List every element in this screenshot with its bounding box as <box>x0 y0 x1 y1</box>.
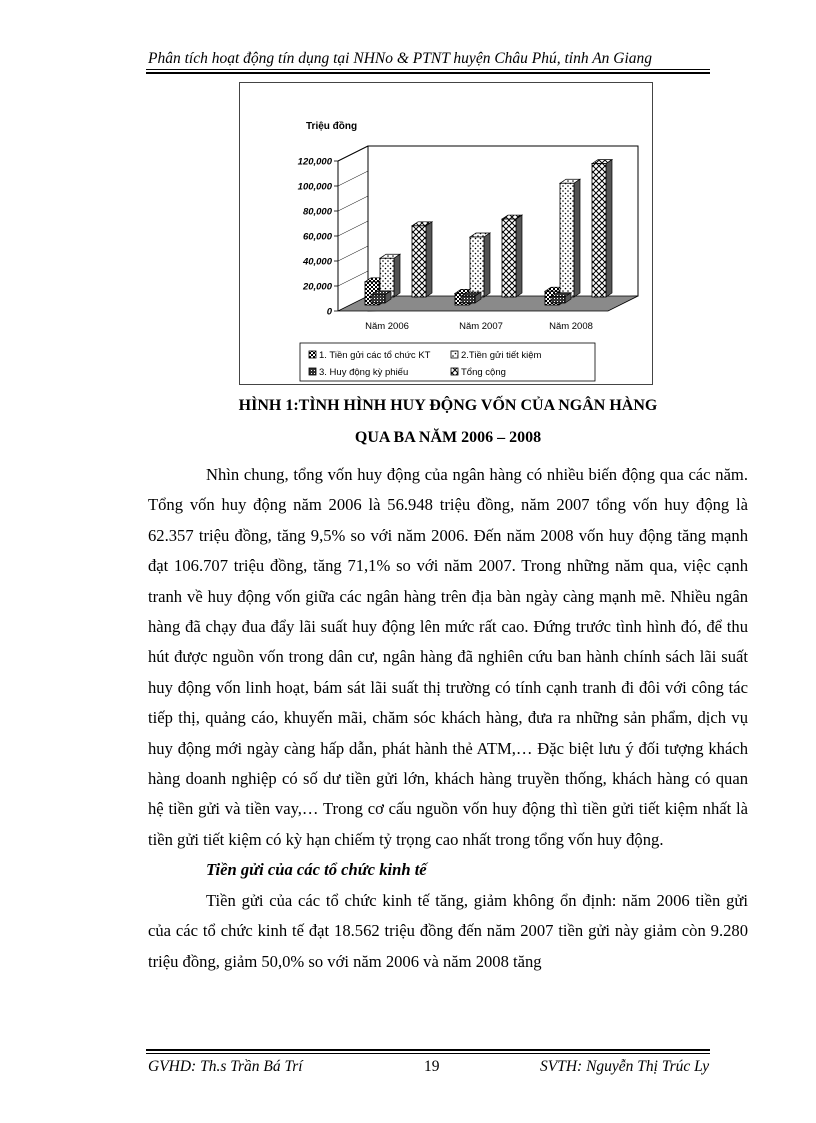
bar <box>461 296 475 303</box>
bar <box>470 237 484 297</box>
legend-swatch <box>309 351 316 358</box>
y-gridline <box>338 196 368 211</box>
y-tick-label: 0 <box>326 306 332 318</box>
y-gridline <box>338 171 368 186</box>
bar-side <box>516 215 522 297</box>
bar-side <box>606 160 612 297</box>
x-tick-label: Năm 2007 <box>459 321 503 332</box>
x-tick-label: Năm 2006 <box>365 321 409 332</box>
bar <box>592 164 606 297</box>
bar <box>412 226 426 297</box>
footer-student: SVTH: Nguyễn Thị Trúc Ly <box>540 1058 710 1075</box>
header-rule-thick <box>146 72 710 74</box>
y-gridline <box>338 246 368 261</box>
footer-rule <box>146 1053 710 1054</box>
figure-caption: HÌNH 1:TÌNH HÌNH HUY ĐỘNG VỐN CỦA NGÂN HÀNG <box>238 397 658 414</box>
figure-caption-sub: QUA BA NĂM 2006 – 2008 <box>354 429 542 446</box>
y-tick-label: 80,000 <box>302 206 332 218</box>
y-gridline <box>338 221 368 236</box>
legend-swatch <box>451 351 458 358</box>
bar <box>551 297 565 303</box>
legend-swatch <box>309 368 316 375</box>
bar-side <box>484 233 490 297</box>
body-text <box>148 460 748 977</box>
bar <box>560 183 574 297</box>
footer-rule-thick <box>146 1049 710 1051</box>
deposit-chart <box>239 82 653 385</box>
bar-side <box>426 222 432 297</box>
y-tick-label: 100,000 <box>297 181 332 193</box>
y-gridline <box>338 271 368 286</box>
bar <box>502 219 516 297</box>
page-number: 19 <box>424 1058 440 1075</box>
paragraph: Tiền gửi của các tổ chức kinh tế tăng, giảm không ổn định: năm 2006 tiền gửi của các tổ chức kinh tế đạt 18.562 triệu đồng đến năm 2007 tiền gửi này giảm còn 9.280 triệu đồng, giảm 50,0% so với năm 2006 và năm 2008 tăng <box>148 890 748 971</box>
legend-label: 3. Huy động kỳ phiếu <box>319 367 409 378</box>
x-tick-label: Năm 2008 <box>549 321 593 332</box>
legend-label: 2.Tiền gửi tiết kiệm <box>461 350 542 361</box>
y-gridline <box>338 146 368 161</box>
bar <box>371 295 385 303</box>
chart-y-label: Triệu đồng <box>306 121 358 132</box>
section-subheading: Tiền gửi của các tổ chức kinh tế <box>206 860 427 880</box>
legend-label: Tổng cộng <box>461 367 506 378</box>
y-tick-label: 120,000 <box>297 156 332 168</box>
chart-legend <box>300 343 595 381</box>
legend-swatch <box>451 368 458 375</box>
header-rule <box>146 69 710 70</box>
legend-label: 1. Tiền gửi các tổ chức KT <box>319 350 431 361</box>
y-tick-label: 20,000 <box>302 281 332 293</box>
bar-side <box>574 179 580 297</box>
page-header: Phân tích hoạt động tín dụng tại NHNo & PTNT huyện Châu Phú, tỉnh An Giang <box>148 50 653 67</box>
bar-side <box>394 254 400 297</box>
y-tick-label: 60,000 <box>302 231 332 243</box>
footer-advisor: GVHD: Th.s Trần Bá Trí <box>148 1058 303 1075</box>
y-tick-label: 40,000 <box>302 256 332 268</box>
paragraph: Nhìn chung, tổng vốn huy động của ngân hàng có nhiều biến động qua các năm. Tổng vốn huy động năm 2006 là 56.948 triệu đồng, năm 2007 tổng vốn huy động là 62.357 triệu đồng, tăng 9,5% so với năm 2006. Đến năm 2008 vốn huy động tăng mạnh đạt 106.707 triệu đồng, tăng 71,1% so với năm 2007. Trong những năm qua, việc cạnh tranh về huy động vốn giữa các ngân hàng trên địa bàn ngày càng mạnh mẽ. Nhiều ngân hàng đã chạy đua đẩy lãi suất huy động lên mức rất cao. Đứng trước tình hình đó, để thu hút được nguồn vốn trong dân cư, ngân hàng đã nghiên cứu ban hành chính sách lãi suất huy động vốn linh hoạt, bám sát lãi suất thị trường có tính cạnh tranh đi đôi với công tác tiếp thị, quảng cáo, khuyến mãi, chăm sóc khách hàng, đưa ra những sản phẩm, dịch vụ huy động mới ngày càng hấp dẫn, phát hành thẻ ATM,… Đặc biệt lưu ý đối tượng khách hàng doanh nghiệp có số dư tiền gửi lớn, khách hàng truyền thống, khách hàng có quan hệ tiền gửi và tiền vay,… Trong cơ cấu nguồn vốn huy động thì tiền gửi tiết kiệm nhất là tiền gửi tiết kiệm có kỳ hạn chiếm tỷ trọng cao nhất trong tổng vốn huy động. <box>148 465 748 849</box>
